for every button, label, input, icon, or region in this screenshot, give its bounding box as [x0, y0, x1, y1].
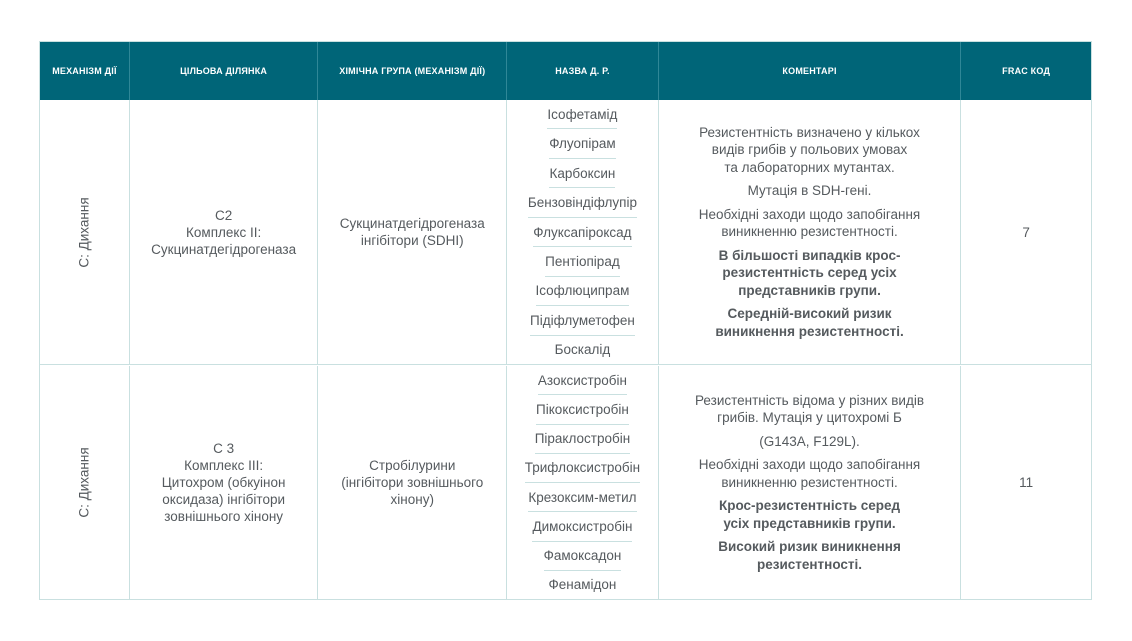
list-item: Боскалід — [554, 342, 611, 358]
table-row — [40, 100, 1091, 365]
frac-table — [39, 41, 1092, 600]
group-cell: Стробілурини (інгібітори зовнішнього хінону) — [318, 366, 507, 599]
table-row — [40, 366, 1091, 599]
list-item: Піраклостробін — [535, 425, 630, 454]
comment-text-bold: Високий ризик виникнення резистентності. — [718, 539, 901, 572]
list-item: Ісофетамід — [547, 100, 617, 129]
list-item: Карбоксин — [549, 159, 615, 188]
list-item: Пікоксистробін — [536, 395, 629, 424]
comment-text-bold: В більшості випадків крос- резистентність серед усіх представників групи. — [718, 247, 901, 298]
table-header — [40, 42, 1091, 100]
mechanism-cell — [40, 366, 130, 599]
mechanism-label: С: Дихання — [76, 196, 92, 268]
comment-text: (G143A, F129L). — [759, 433, 860, 449]
group-cell: Сукцинатдегідрогеназа інгібітори (SDHI) — [318, 100, 507, 364]
list-item: Димоксистробін — [532, 512, 632, 541]
target-cell: С 3 Комплекс III: Цитохром (обкуінон оксидаза) інгібітори зовнішнього хінону — [130, 366, 319, 599]
comment-text-bold: Середній-високий ризик виникнення резистентності. — [715, 306, 904, 339]
list-item: Трифлоксистробін — [525, 454, 640, 483]
comment-text: Резистентність визначено у кількох видів грибів у польових умовах та лабораторних мутантах. — [699, 124, 920, 175]
list-item: Підіфлуметофен — [530, 306, 635, 335]
header-frac-code: FRAC КОД — [1002, 66, 1051, 76]
comment-text: Необхідні заходи щодо запобігання виникненню резистентності. — [698, 206, 921, 240]
header-active-ingredient: НАЗВА Д. Р. — [507, 42, 659, 100]
list-item: Ісофлюципрам — [536, 277, 630, 306]
header-target: ЦІЛЬОВА ДІЛЯНКА — [130, 42, 319, 100]
frac-code-cell: 7 — [1022, 224, 1030, 240]
list-item: Бензовіндіфлупір — [528, 188, 637, 217]
header-group: ХІМІЧНА ГРУПА (МЕХАНІЗМ ДІЇ) — [318, 42, 507, 100]
list-item: Флуопірам — [549, 129, 615, 158]
frac-code-cell: 11 — [1019, 475, 1034, 490]
header-comments: КОМЕНТАРІ — [659, 42, 961, 100]
list-item: Азоксистробін — [538, 366, 627, 395]
header-mechanism: МЕХАНІЗМ ДІЇ — [40, 42, 130, 100]
mechanism-cell — [40, 100, 130, 364]
list-item: Крезоксим-метил — [528, 483, 636, 512]
comment-text-bold: Крос-резистентність серед усіх представників групи. — [718, 498, 901, 531]
list-item: Флуксапіроксад — [533, 218, 631, 247]
ingredient-list — [507, 100, 659, 364]
comment-text: Необхідні заходи щодо запобігання виникненню резистентності. — [698, 457, 921, 490]
list-item: Фенамідон — [548, 577, 617, 593]
comment-text: Резистентність відома у різних видів грибів. Мутація у цитохромі Б — [695, 392, 925, 426]
comments-cell — [659, 366, 961, 599]
ingredient-list — [507, 366, 659, 599]
comments-cell — [659, 100, 961, 364]
list-item: Пентіопірад — [545, 247, 620, 276]
mechanism-label: С: Дихання — [76, 447, 92, 518]
target-cell: С2 Комплекс II: Сукцинатдегідрогеназа — [130, 100, 319, 364]
comment-text: Мутація в SDH-гені. — [747, 183, 872, 199]
list-item: Фамоксадон — [544, 542, 622, 571]
